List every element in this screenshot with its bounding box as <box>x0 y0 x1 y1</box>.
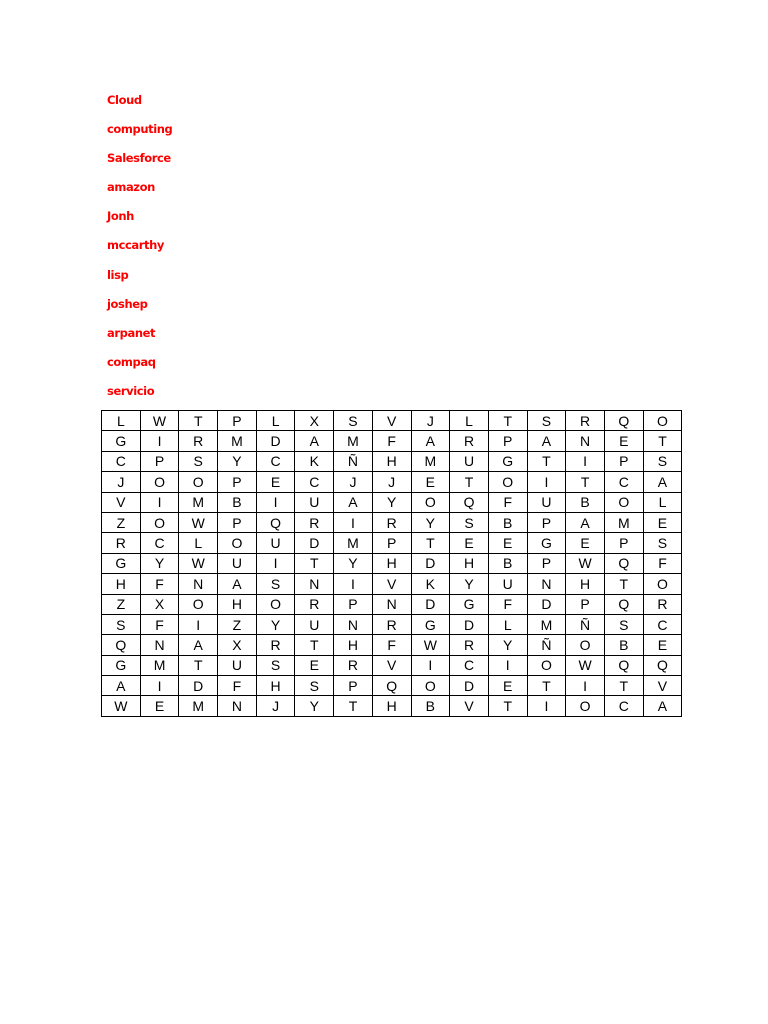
grid-cell: Z <box>102 594 141 614</box>
grid-cell: P <box>218 472 257 492</box>
grid-cell: X <box>140 594 179 614</box>
grid-row <box>102 472 682 492</box>
word-list-item: Jonh <box>107 209 134 224</box>
grid-cell: O <box>566 635 605 655</box>
grid-cell: O <box>179 472 218 492</box>
grid-row <box>102 655 682 675</box>
grid-cell: Ñ <box>527 635 566 655</box>
grid-cell: P <box>218 411 257 431</box>
grid-cell: M <box>411 451 450 471</box>
grid-row <box>102 411 682 431</box>
grid-cell: R <box>643 594 682 614</box>
grid-cell: A <box>102 676 141 696</box>
grid-cell: L <box>102 411 141 431</box>
grid-cell: J <box>102 472 141 492</box>
grid-cell: Q <box>643 655 682 675</box>
grid-cell: O <box>488 472 527 492</box>
grid-cell: G <box>527 533 566 553</box>
grid-cell: V <box>372 411 411 431</box>
grid-cell: R <box>102 533 141 553</box>
grid-cell: O <box>140 512 179 532</box>
grid-cell: N <box>566 431 605 451</box>
grid-cell: U <box>295 492 334 512</box>
grid-cell: R <box>450 431 489 451</box>
grid-cell: F <box>218 676 257 696</box>
grid-cell: C <box>604 696 643 716</box>
grid-cell: E <box>295 655 334 675</box>
grid-cell: S <box>102 614 141 634</box>
grid-cell: Y <box>411 512 450 532</box>
grid-cell: E <box>488 676 527 696</box>
word-list <box>107 92 172 412</box>
grid-cell: P <box>140 451 179 471</box>
grid-cell: B <box>488 512 527 532</box>
grid-row <box>102 431 682 451</box>
grid-cell: I <box>527 696 566 716</box>
grid-cell: N <box>218 696 257 716</box>
grid-cell: M <box>140 655 179 675</box>
grid-cell: Y <box>218 451 257 471</box>
grid-row <box>102 676 682 696</box>
grid-cell: E <box>604 431 643 451</box>
word-list-item: servicio <box>107 383 155 398</box>
word-list-item: amazon <box>107 180 155 195</box>
grid-cell: C <box>102 451 141 471</box>
grid-cell: H <box>372 696 411 716</box>
grid-cell: I <box>334 512 373 532</box>
grid-cell: O <box>527 655 566 675</box>
grid-cell: X <box>218 635 257 655</box>
grid-cell: U <box>218 655 257 675</box>
grid-cell: Y <box>334 553 373 573</box>
grid-cell: Q <box>450 492 489 512</box>
word-list-item: compaq <box>107 354 156 369</box>
grid-cell: P <box>372 533 411 553</box>
grid-cell: Y <box>450 574 489 594</box>
grid-cell: I <box>256 492 295 512</box>
grid-cell: P <box>604 533 643 553</box>
grid-cell: O <box>643 574 682 594</box>
grid-cell: I <box>566 451 605 471</box>
grid-cell: U <box>488 574 527 594</box>
grid-cell: Y <box>256 614 295 634</box>
grid-cell: E <box>566 533 605 553</box>
grid-cell: D <box>179 676 218 696</box>
grid-cell: J <box>256 696 295 716</box>
grid-cell: P <box>334 594 373 614</box>
grid-cell: R <box>566 411 605 431</box>
grid-cell: I <box>256 553 295 573</box>
grid-cell: A <box>643 696 682 716</box>
grid-cell: P <box>566 594 605 614</box>
grid-cell: X <box>295 411 334 431</box>
grid-cell: C <box>256 451 295 471</box>
grid-cell: K <box>411 574 450 594</box>
grid-cell: L <box>179 533 218 553</box>
grid-cell: D <box>256 431 295 451</box>
grid-cell: B <box>566 492 605 512</box>
grid-cell: J <box>334 472 373 492</box>
grid-cell: H <box>372 553 411 573</box>
grid-cell: N <box>334 614 373 634</box>
grid-row <box>102 594 682 614</box>
grid-cell: D <box>450 614 489 634</box>
grid-cell: M <box>179 492 218 512</box>
grid-cell: W <box>179 512 218 532</box>
grid-cell: M <box>218 431 257 451</box>
grid-cell: W <box>102 696 141 716</box>
grid-cell: G <box>411 614 450 634</box>
grid-cell: T <box>604 574 643 594</box>
grid-cell: Q <box>604 411 643 431</box>
grid-cell: W <box>566 553 605 573</box>
grid-cell: Q <box>372 676 411 696</box>
grid-cell: S <box>256 574 295 594</box>
grid-cell: B <box>411 696 450 716</box>
grid-cell: R <box>256 635 295 655</box>
grid-cell: D <box>295 533 334 553</box>
grid-cell: Ñ <box>566 614 605 634</box>
grid-cell: P <box>218 512 257 532</box>
grid-cell: A <box>643 472 682 492</box>
grid-cell: T <box>295 553 334 573</box>
grid-cell: T <box>179 411 218 431</box>
grid-cell: C <box>604 472 643 492</box>
grid-row <box>102 614 682 634</box>
grid-cell: U <box>450 451 489 471</box>
grid-cell: C <box>140 533 179 553</box>
grid-cell: L <box>643 492 682 512</box>
grid-cell: D <box>411 594 450 614</box>
grid-cell: Q <box>256 512 295 532</box>
grid-cell: A <box>566 512 605 532</box>
grid-cell: H <box>566 574 605 594</box>
grid-row <box>102 492 682 512</box>
grid-cell: N <box>295 574 334 594</box>
grid-cell: T <box>643 431 682 451</box>
word-list-item: arpanet <box>107 325 156 340</box>
grid-cell: E <box>140 696 179 716</box>
grid-cell: Q <box>604 594 643 614</box>
grid-cell: Q <box>604 553 643 573</box>
grid-cell: J <box>372 472 411 492</box>
grid-cell: G <box>450 594 489 614</box>
grid-cell: Y <box>372 492 411 512</box>
grid-cell: V <box>450 696 489 716</box>
grid-cell: C <box>450 655 489 675</box>
grid-cell: H <box>102 574 141 594</box>
grid-cell: O <box>566 696 605 716</box>
grid-cell: L <box>450 411 489 431</box>
grid-cell: W <box>411 635 450 655</box>
grid-cell: U <box>218 553 257 573</box>
grid-cell: J <box>411 411 450 431</box>
grid-cell: W <box>566 655 605 675</box>
grid-cell: C <box>643 614 682 634</box>
grid-cell: O <box>218 533 257 553</box>
word-list-item: mccarthy <box>107 238 165 253</box>
grid-cell: E <box>643 512 682 532</box>
grid-cell: W <box>179 553 218 573</box>
grid-cell: M <box>334 533 373 553</box>
grid-cell: Y <box>140 553 179 573</box>
grid-cell: M <box>179 696 218 716</box>
grid-cell: V <box>643 676 682 696</box>
grid-cell: P <box>488 431 527 451</box>
grid-cell: C <box>295 472 334 492</box>
grid-cell: O <box>140 472 179 492</box>
grid-cell: K <box>295 451 334 471</box>
grid-cell: I <box>411 655 450 675</box>
grid-cell: P <box>527 553 566 573</box>
grid-cell: O <box>411 676 450 696</box>
word-search-grid-body <box>102 411 682 717</box>
grid-cell: S <box>179 451 218 471</box>
grid-cell: N <box>179 574 218 594</box>
word-search-grid <box>101 410 682 717</box>
grid-cell: U <box>256 533 295 553</box>
grid-cell: T <box>450 472 489 492</box>
grid-cell: A <box>411 431 450 451</box>
grid-cell: F <box>140 614 179 634</box>
grid-cell: S <box>604 614 643 634</box>
grid-cell: M <box>604 512 643 532</box>
grid-cell: I <box>488 655 527 675</box>
grid-cell: G <box>102 431 141 451</box>
grid-cell: T <box>179 655 218 675</box>
grid-cell: Z <box>218 614 257 634</box>
grid-cell: P <box>527 512 566 532</box>
grid-cell: A <box>218 574 257 594</box>
grid-cell: S <box>527 411 566 431</box>
grid-cell: D <box>411 553 450 573</box>
grid-cell: R <box>450 635 489 655</box>
grid-cell: I <box>566 676 605 696</box>
grid-cell: A <box>179 635 218 655</box>
grid-cell: Y <box>295 696 334 716</box>
grid-cell: A <box>295 431 334 451</box>
grid-cell: S <box>450 512 489 532</box>
grid-cell: E <box>411 472 450 492</box>
grid-cell: I <box>140 492 179 512</box>
grid-cell: D <box>527 594 566 614</box>
grid-row <box>102 533 682 553</box>
word-list-item: Cloud <box>107 93 142 107</box>
grid-cell: Q <box>102 635 141 655</box>
grid-cell: Q <box>604 655 643 675</box>
grid-cell: T <box>527 676 566 696</box>
grid-cell: P <box>334 676 373 696</box>
grid-cell: H <box>334 635 373 655</box>
grid-cell: E <box>450 533 489 553</box>
grid-cell: G <box>488 451 527 471</box>
grid-cell: T <box>295 635 334 655</box>
grid-cell: V <box>372 655 411 675</box>
grid-row <box>102 553 682 573</box>
grid-cell: L <box>488 614 527 634</box>
grid-cell: H <box>372 451 411 471</box>
grid-cell: I <box>334 574 373 594</box>
grid-cell: F <box>372 431 411 451</box>
grid-cell: L <box>256 411 295 431</box>
grid-cell: R <box>295 512 334 532</box>
grid-cell: T <box>527 451 566 471</box>
word-list-item: computing <box>107 122 173 137</box>
grid-cell: F <box>643 553 682 573</box>
grid-cell: S <box>334 411 373 431</box>
word-list-item: joshep <box>107 296 148 311</box>
grid-cell: S <box>643 451 682 471</box>
word-list-item: Salesforce <box>107 151 171 166</box>
grid-cell: Y <box>488 635 527 655</box>
grid-cell: T <box>334 696 373 716</box>
grid-cell: H <box>256 676 295 696</box>
grid-cell: T <box>566 472 605 492</box>
grid-cell: E <box>256 472 295 492</box>
grid-cell: R <box>334 655 373 675</box>
grid-cell: O <box>604 492 643 512</box>
grid-cell: A <box>527 431 566 451</box>
grid-cell: B <box>604 635 643 655</box>
grid-cell: P <box>604 451 643 471</box>
grid-cell: U <box>295 614 334 634</box>
grid-cell: H <box>450 553 489 573</box>
grid-row <box>102 512 682 532</box>
grid-row <box>102 635 682 655</box>
grid-cell: R <box>179 431 218 451</box>
grid-cell: R <box>295 594 334 614</box>
grid-cell: I <box>140 676 179 696</box>
grid-cell: N <box>527 574 566 594</box>
grid-cell: A <box>334 492 373 512</box>
grid-cell: S <box>295 676 334 696</box>
word-list-item: lisp <box>107 267 129 282</box>
grid-cell: V <box>102 492 141 512</box>
grid-row <box>102 574 682 594</box>
grid-cell: I <box>140 431 179 451</box>
grid-cell: G <box>102 553 141 573</box>
grid-row <box>102 696 682 716</box>
grid-cell: N <box>372 594 411 614</box>
grid-cell: T <box>604 676 643 696</box>
grid-cell: Ñ <box>334 451 373 471</box>
grid-cell: O <box>411 492 450 512</box>
grid-cell: I <box>527 472 566 492</box>
grid-cell: T <box>488 696 527 716</box>
grid-cell: Z <box>102 512 141 532</box>
grid-cell: G <box>102 655 141 675</box>
grid-cell: U <box>527 492 566 512</box>
grid-cell: I <box>179 614 218 634</box>
grid-cell: F <box>488 594 527 614</box>
grid-cell: F <box>488 492 527 512</box>
grid-cell: E <box>643 635 682 655</box>
grid-cell: O <box>643 411 682 431</box>
grid-cell: V <box>372 574 411 594</box>
grid-cell: F <box>140 574 179 594</box>
grid-cell: O <box>256 594 295 614</box>
grid-cell: S <box>643 533 682 553</box>
grid-row <box>102 451 682 471</box>
grid-cell: T <box>411 533 450 553</box>
grid-cell: S <box>256 655 295 675</box>
grid-cell: W <box>140 411 179 431</box>
grid-cell: M <box>527 614 566 634</box>
grid-cell: F <box>372 635 411 655</box>
grid-cell: H <box>218 594 257 614</box>
grid-cell: E <box>488 533 527 553</box>
grid-cell: B <box>488 553 527 573</box>
grid-cell: M <box>334 431 373 451</box>
grid-cell: O <box>179 594 218 614</box>
grid-cell: R <box>372 614 411 634</box>
grid-cell: N <box>140 635 179 655</box>
grid-cell: R <box>372 512 411 532</box>
grid-cell: B <box>218 492 257 512</box>
grid-cell: T <box>488 411 527 431</box>
grid-cell: D <box>450 676 489 696</box>
